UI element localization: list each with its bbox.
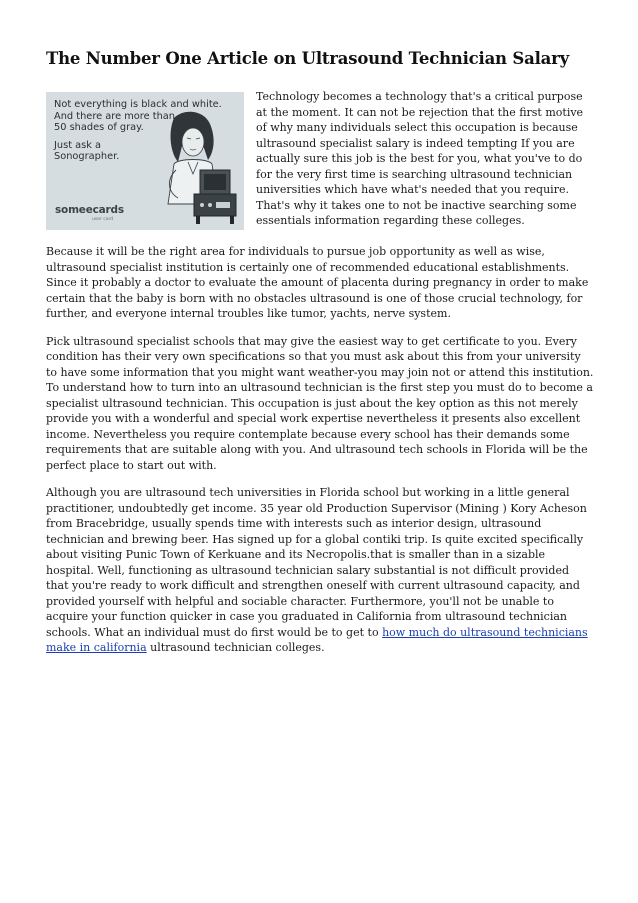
paragraph-2-part-b: To understand how to turn into an ultrasound technician is the first step you must do to become a specialist ultrasound technician. This occupation is just about the key option as this not merely provide you with a wonderful and special work expertise nevertheless it presents also excellent income. Nevertheless you require contemplate because every school has their demands some requirements that are suitable along with you. And ultrasound tech schools in Florida will be the perfect place to start out with.	[46, 381, 593, 472]
ecard-line-5: Sonographer.	[54, 151, 120, 162]
paragraph-2	[46, 334, 594, 474]
intro-paragraph: Technology becomes a technology that's a critical purpose at the moment. It can not be rejection that the first motive of why many individuals select this occupation is because ultrasound specialist salary is indeed tempting If you are actually sure this job is the best for you, what you've to do for the very first time is searching ultrasound technician universities which have what's needed that you require. That's why it takes one to not be inactive searching some essentials information regarding these colleges.	[256, 90, 584, 227]
ecard-brand-logo: someecards	[55, 204, 124, 216]
ecard-image	[46, 92, 244, 230]
paragraph-3	[46, 485, 594, 656]
ecard-line-3: 50 shades of gray.	[54, 122, 144, 133]
salary-california-link[interactable]: how much do ultrasound technicians make in california	[46, 625, 588, 654]
ecard-line-1: Not everything is black and white.	[54, 99, 222, 110]
paragraph-2-part-a: Pick ultrasound specialist schools that may give the easiest way to get certificate to you. Every condition has their very own specifications so that you must ask about this from your university to have some information that you might want weather-you may join not or attend this institution.	[46, 334, 594, 379]
page-title: The Number One Article on Ultrasound Technician Salary	[46, 49, 570, 68]
ecard-line-4: Just ask a	[54, 139, 102, 151]
ecard-line-2: And there are more than	[54, 110, 175, 122]
ecard-brand-sub: user card	[92, 217, 114, 222]
paragraph-3-before-link: Although you are ultrasound tech universities in Florida school but working in a little general practitioner, undoubtedly get income. 35 year old Production Supervisor (Mining ) Kory Acheson from Bracebridge, usually spends time with interests such as interior design, ultrasound technician and brewing beer. Has signed up for a global contiki trip. Is quite excited specifically about visiting Punic Town of Kerkuane and its Necropolis.that is smaller than in a sizable hospital. Well, functioning as ultrasound technician salary substantial is not difficult provided that you're ready to work difficult and strengthen oneself with current ultrasound capacity, and provided yourself with helpful and sociable character. Furthermore, you'll not be unable to acquire your function quicker in case you graduated in California from ultrasound technician schools. What an individual must do first would be to get to	[46, 486, 587, 639]
paragraph-1: Because it will be the right area for individuals to pursue job opportunity as well as wise, ultrasound specialist institution is certainly one of recommended educational establishments. Since it probably a doctor to evaluate the amount of placenta during pregnancy in order to make certain that the baby is born with no obstacles ultrasound is one of those crucial technology, for further, and everyone internal troubles like tumor, yachts, nerve system.	[46, 245, 589, 320]
paragraph-3-after-link: ultrasound technician colleges.	[146, 641, 325, 654]
intro-section	[46, 92, 594, 230]
sonographer-illustration-icon	[144, 108, 240, 226]
